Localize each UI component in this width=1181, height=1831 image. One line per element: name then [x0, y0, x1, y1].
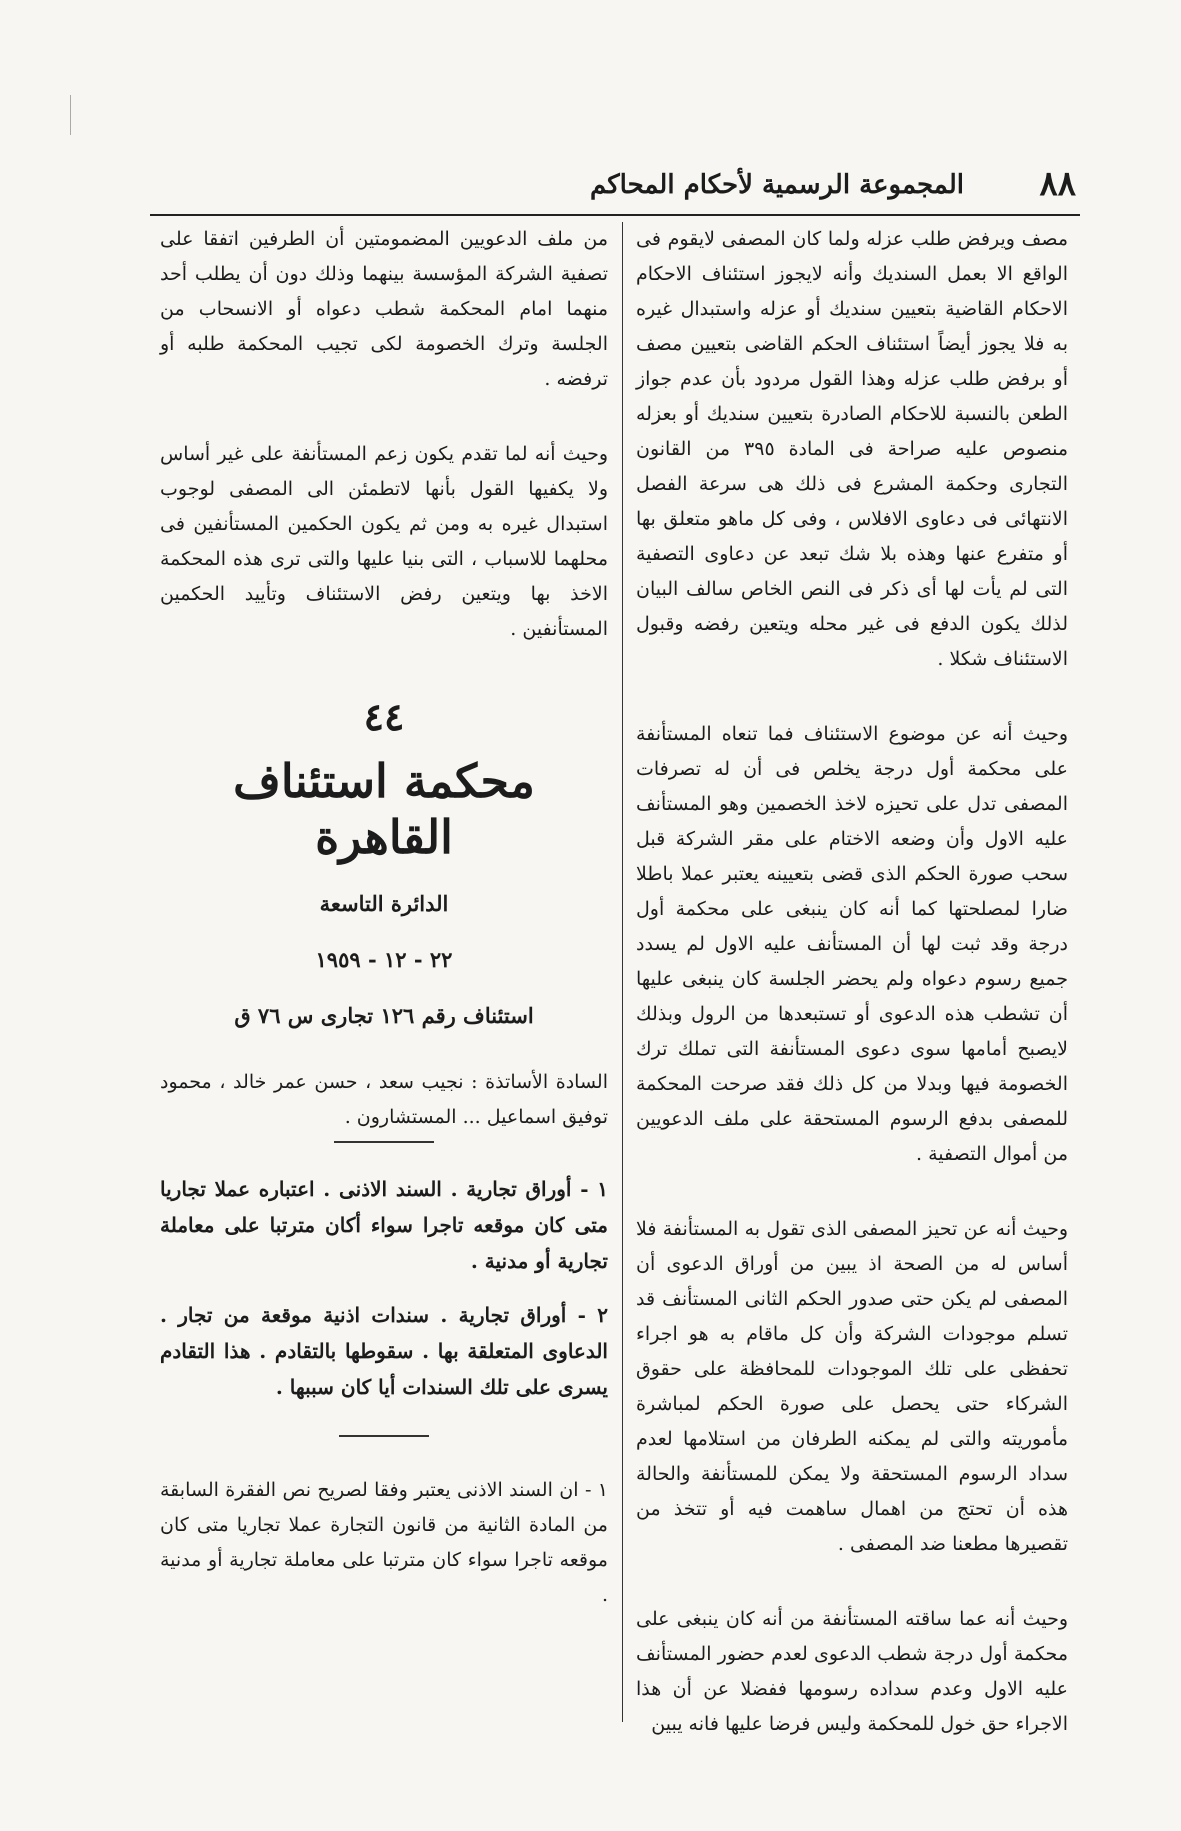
note-paragraph: ١ - ان السند الاذنى يعتبر وفقا لصريح نص الفقرة السابقة من المادة الثانية من قانون التجارة عملا تجاريا متى كان موقعه تاجرا سواء كان مترتبا على معاملة تجارية أو مدنية . — [160, 1479, 608, 1606]
case-number: استئناف رقم ١٢٦ تجارى س ٧٦ ق — [234, 1003, 534, 1028]
separator-rule — [339, 1435, 429, 1437]
judgment-date: ٢٢ - ١٢ - ١٩٥٩ — [315, 947, 453, 972]
paragraph: وحيث أنه عن تحيز المصفى الذى تقول به المستأنفة فلا أساس له من الصحة اذ يبين من أوراق الدعوى أن المصفى لم يكن حتى صدور الحكم الثانى المستأنف قد تسلم موجودات الشركة وأن كل ماقام به هو اجراء تحفظى على تلك الموجودات للمحافظة على حقوق الشركاء حتى يحصل على صورة الحكم لمباشرة مأموريته والتى لم يمكنه الطرفان من استلامها لعدم سداد الرسوم المستحقة ولا يمكن للمستأنفة والحالة هذه أن تحتج من اهمال ساهمت فيه أو تتخذ من تقصيرها مطعنا ضد المصفى . — [636, 1218, 1068, 1555]
circuit-label: الدائرة التاسعة — [319, 891, 449, 916]
paragraph: وحيث أنه عما ساقته المستأنفة من أنه كان ينبغى على محكمة أول درجة شطب الدعوى لعدم حضور المستأنف عليه الاول وعدم سداده رسومها ففضلا عن أن هذا الاجراء حق خول للمحكمة وليس فرضا عليها فانه يبين — [636, 1608, 1068, 1735]
paragraph: وحيث أنه عن موضوع الاستئناف فما تنعاه المستأنفة على محكمة أول درجة يخلص فى أن له تصرفات المصفى تدل على تحيزه لاخذ الخصمين وهو المستأنف عليه الاول وأن وضعه الاختام على مقر الشركة قبل سحب صورة الحكم الذى قضى بتعيينه يعتبر عملا باطلا ضارا لمصلحتها كما أنه كان ينبغى على محكمة أول درجة وقد ثبت لها أن المستأنف عليه الاول لم يسدد جميع رسوم دعواه ولم يحضر الجلسة كان ينبغى عليها أن تشطب هذه الدعوى أو تستبعدها من الرول وبذلك لايصبح أمامها سوى دعوى المستأنفة التى تملك ترك الخصومة فيها وبدلا من كل ذلك فقد صرحت المحكمة للمصفى بدفع الرسوم المستحقة على ملف الدعويين من أموال التصفية . — [636, 723, 1068, 1165]
right-column — [636, 222, 1068, 1782]
paragraph: وحيث أنه لما تقدم يكون زعم المستأنفة على غير أساس ولا يكفيها القول بأنها لاتطمئن الى المصفى لوجوب استبدال غيره به ومن ثم يكون الحكمين المستأنفين فى محلهما للاسباب ، التى بنيا عليها والتى ترى هذه المحكمة الاخذ بها ويتعين رفض الاستئناف وتأييد الحكمين المستأنفين . — [160, 443, 608, 640]
column-divider — [622, 222, 623, 1722]
headnote: ١ - أوراق تجارية . السند الاذنى . اعتباره عملا تجاريا متى كان موقعه تاجرا سواء أكان مترتبا على معاملة تجارية أو مدنية . — [160, 1177, 608, 1273]
running-title: المجموعة الرسمية لأحكام المحاكم — [590, 170, 964, 200]
separator-rule — [334, 1141, 434, 1143]
page-number: ٨٨ — [1039, 164, 1076, 204]
headnote: ٢ - أوراق تجارية . سندات اذنية موقعة من تجار . الدعاوى المتعلقة بها . سقوطها بالتقادم . هذا التقادم يسرى على تلك السندات أيا كان سببها . — [160, 1303, 608, 1399]
margin-mark — [70, 95, 71, 135]
left-column — [160, 222, 608, 1653]
running-header — [150, 160, 1080, 206]
paragraph: مصف ويرفض طلب عزله ولما كان المصفى لايقوم فى الواقع الا بعمل السنديك وأنه لايجوز استئناف الاحكام الاحكام القاضية بتعيين سنديك أو عزله واستبدال غيره به فلا يجوز أيضاً استئناف الحكم القاضى بتعيين مصف أو برفض طلب عزله وهذا القول مردود بأن عدم جواز الطعن بالنسبة للاحكام الصادرة بتعيين سنديك أو بعزله منصوص عليه صراحة فى المادة ٣٩٥ من القانون التجارى وحكمة المشرع فى ذلك هى سرعة الفصل الانتهائى فى دعاوى الافلاس ، وفى كل ماهو متعلق بها أو متفرع عنها وهذه بلا شك تبعد عن دعاوى التصفية التى لم يأت لها أى ذكر فى النص الخاص سالف البيان لذلك يكون الدفع فى غير محله ويتعين رفضه وقبول الاستئناف شكلا . — [636, 228, 1069, 670]
court-name: محكمة استئناف القاهرة — [233, 754, 535, 864]
header-rule — [150, 214, 1080, 216]
section-number: ٤٤ — [363, 694, 405, 739]
paragraph: من ملف الدعويين المضمومتين أن الطرفين اتفقا على تصفية الشركة المؤسسة بينهما وذلك دون أن يطلب أحد منهما امام المحكمة شطب دعواه أو الانسحاب من الجلسة وترك الخصومة لكى تجيب المحكمة طلبه أو ترفضه . — [160, 228, 608, 390]
judges-list: السادة الأساتذة : نجيب سعد ، حسن عمر خالد ، محمود توفيق اسماعيل ... المستشارون . — [160, 1071, 608, 1128]
